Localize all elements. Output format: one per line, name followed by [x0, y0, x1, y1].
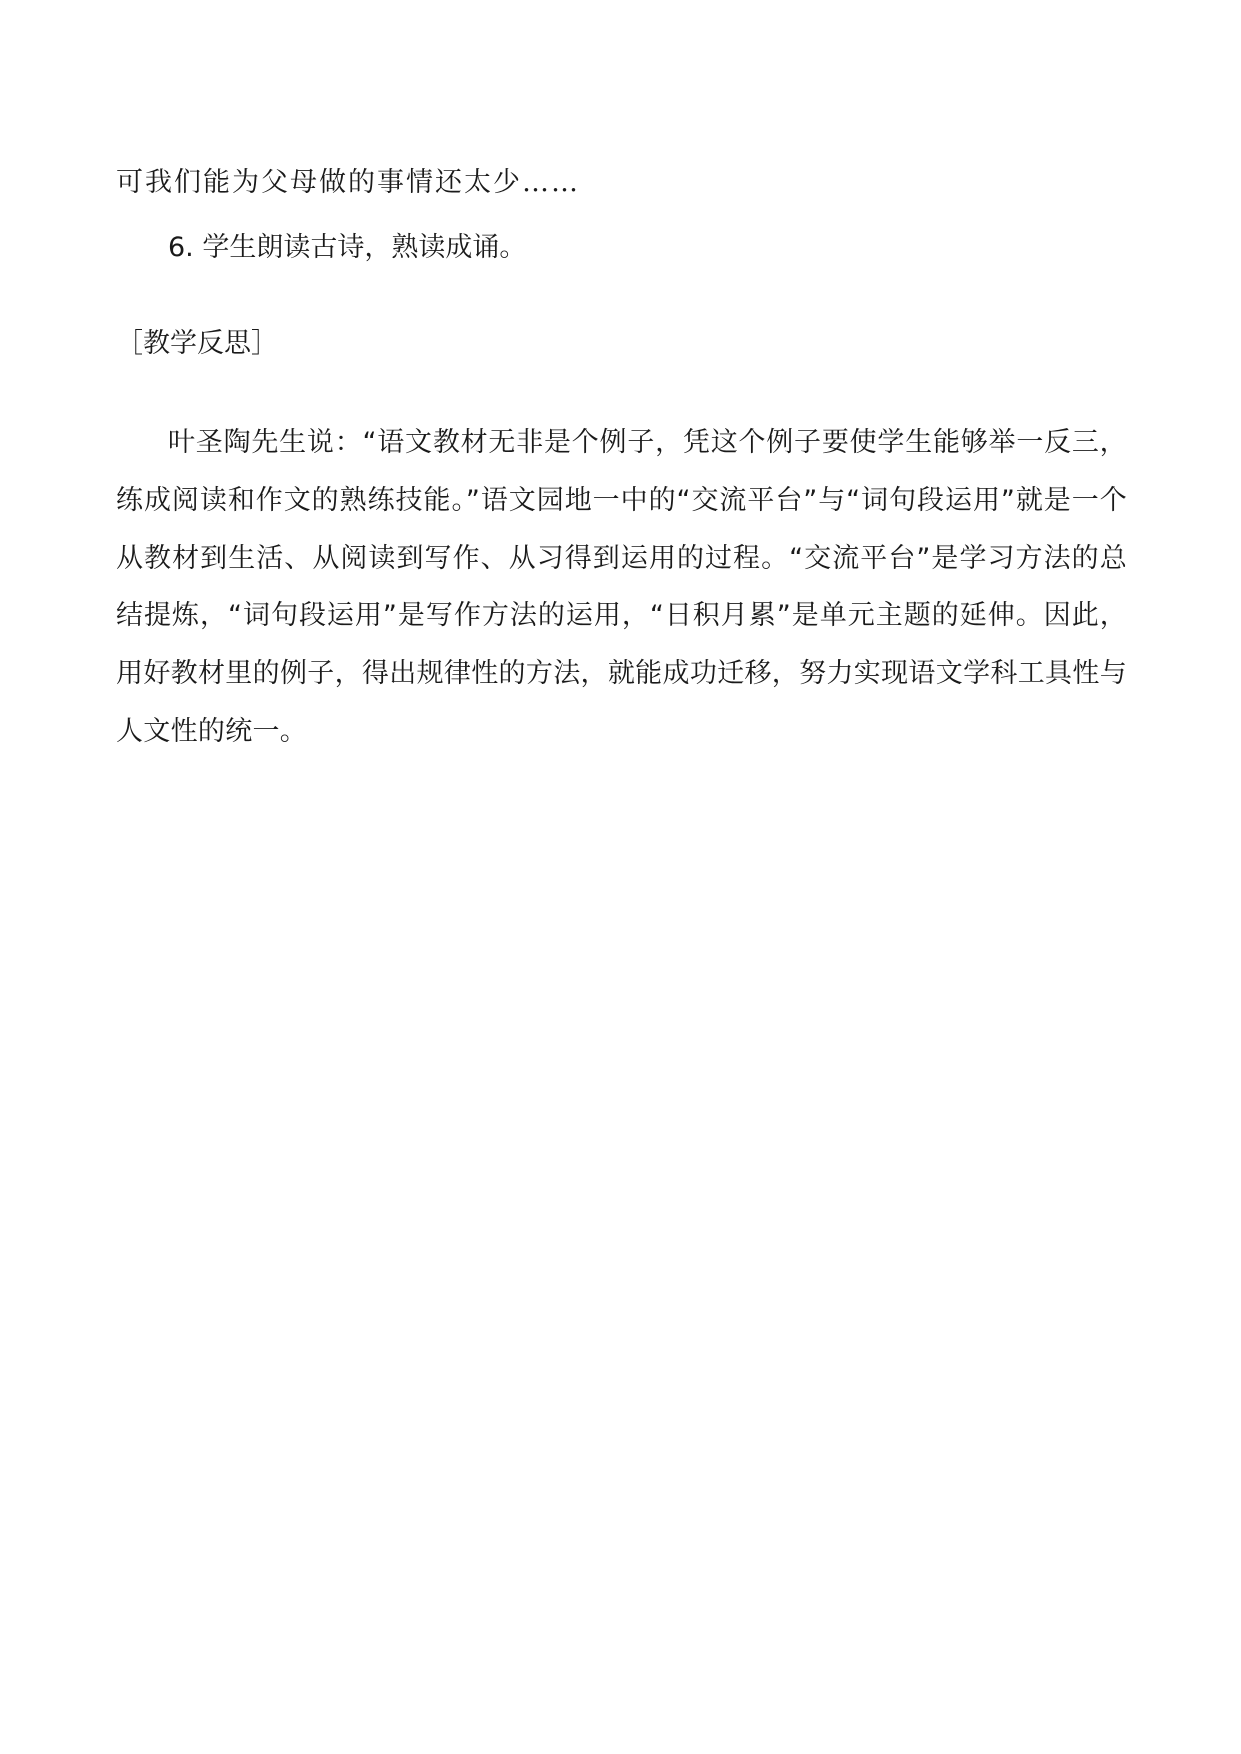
reflection-paragraph: 叶圣陶先生说：“语文教材无非是个例子，凭这个例子要使学生能够举一反三，练成阅读和作文的熟练技能。”语文园地一中的“交流平台”与“词句段运用”就是一个从教材到生活、从阅读到写作、从习得到运用的过程。“交流平台”是学习方法的总结提炼，“词句段运用”是写作方法的运用，“日积月累”是单元主题的延伸。因此，用好教材里的例子，得出规律性的方法，就能成功迁移，努力实现语文学科工具性与人文性的统一。 [116, 427, 1127, 747]
section-heading: ［教学反思］ [116, 328, 278, 359]
step-six-text: 6. 学生朗读古诗，熟读成诵。 [168, 232, 527, 263]
poem-continuation-line: 可我们能为父母做的事情还太少…… [116, 167, 580, 198]
